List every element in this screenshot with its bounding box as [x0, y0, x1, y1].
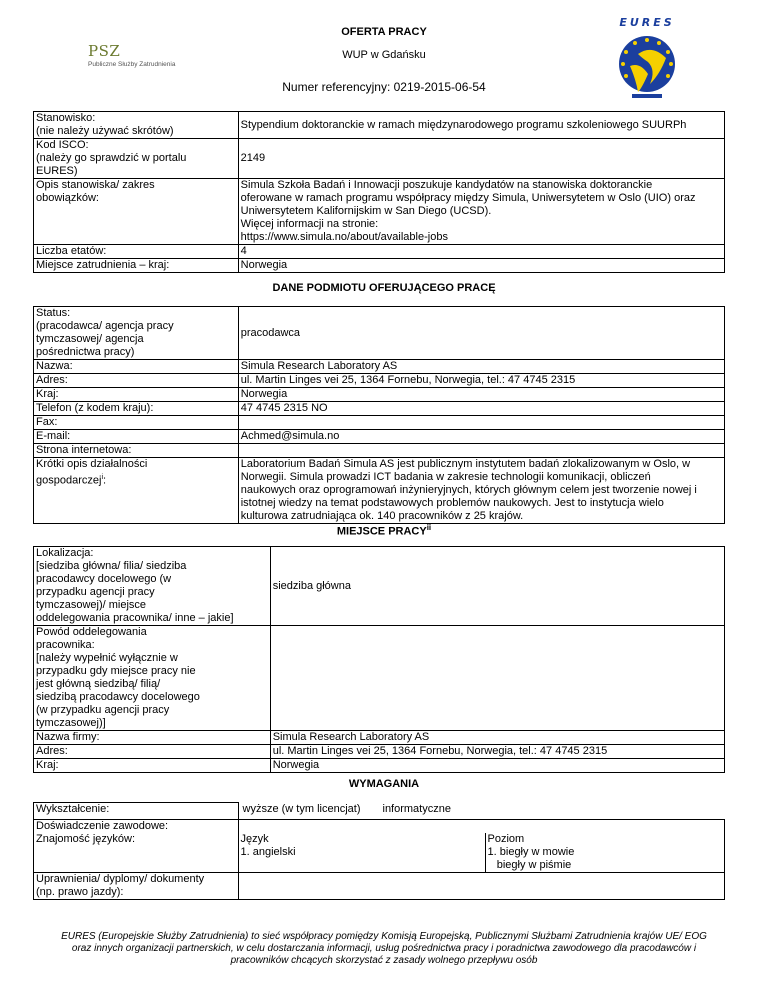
value-country: Norwegia [238, 388, 724, 402]
value-phone: 47 4745 2315 NO [238, 402, 724, 416]
value-country: Norwegia [238, 259, 724, 273]
value-website [238, 444, 724, 458]
requirements-table [33, 802, 725, 900]
value-isco: 2149 [238, 139, 724, 179]
value-delegation-reason [270, 626, 724, 731]
value-education: wyższe (w tym licencjat) informatyczne [242, 802, 451, 815]
label-languages: Znajomość języków: [34, 833, 239, 873]
value-location: siedziba główna [270, 547, 724, 626]
workplace-heading: MIEJSCE PRACY$^{ii}$ [336, 523, 432, 538]
value-fax [238, 416, 724, 430]
value-business-description: Laboratorium Badań Simula AS jest publicznym instytutem badań zlokalizowanym w Oslo, w Norwegii. Simula prowadzi ICT badania w zakresie technologii komunikacji, obliczeń naukowych oraz oprogramowań inżynieryjnych, których głównym celem jest tworzenie nowej i istotnej wiedzy na temat podstawowych problemów naukowych. Jest to instytucja wielo kulturowa zatrudniająca ok. 140 pracowników z 25 krajów. [238, 458, 724, 524]
label-experience: Doświadczenie zawodowe: [34, 820, 239, 834]
language-value: 1. angielski [240, 846, 296, 858]
footer-note: EURES (Europejskie Służby Zatrudnienia) to sieć współpracy pomiędzy Komisją Europejską, Publicznymi Służbami Zatrudnienia krajów UE/ EOG oraz innych organizacji partnerskich, w celu dostarczania informacji, usług pośrednictwa pracy i poradnictwa zawodowego dla pracodawców i pracowników chcących skorzystać z zasady wolnego przepływu osób [61, 931, 707, 966]
value-firm-name: Simula Research Laboratory AS [270, 731, 724, 745]
eures-wordmark: EURES [619, 16, 675, 29]
label-firm-name: Nazwa firmy: [34, 731, 271, 745]
label-isco: Kod ISCO: (należy go sprawdzić w portalu EURES) [34, 139, 239, 179]
value-vacancies: 4 [238, 245, 724, 259]
position-table [33, 111, 725, 273]
value-status: pracodawca [238, 307, 724, 360]
value-email: Achmed@simula.no [238, 430, 724, 444]
label-education: Wykształcenie: [34, 803, 239, 820]
value-country: Norwegia [270, 759, 724, 773]
requirements-heading: WYMAGANIA [348, 778, 420, 790]
label-website: Strona internetowa: [34, 444, 239, 458]
psz-logo: PSZ Publiczne Służby Zatrudnienia [88, 42, 176, 68]
value-address: ul. Martin Linges vei 25, 1364 Fornebu, Norwegia, tel.: 47 4745 2315 [238, 374, 724, 388]
value-permits [238, 873, 724, 900]
label-address: Adres: [34, 374, 239, 388]
document-title: OFERTA PRACY [341, 26, 427, 38]
label-permits: Uprawnienia/ dyplomy/ dokumenty (np. prawo jazdy): [34, 873, 239, 900]
label-address: Adres: [34, 745, 271, 759]
value-experience [238, 820, 724, 834]
office-name: WUP w Gdańsku [342, 49, 426, 61]
label-country: Kraj: [34, 759, 271, 773]
label-description: Opis stanowiska/ zakres obowiązków: [34, 179, 239, 245]
employer-table [33, 306, 725, 524]
language-column-header: Język [240, 833, 269, 845]
label-country: Miejsce zatrudnienia – kraj: [34, 259, 239, 273]
label-position: Stanowisko: (nie należy używać skrótów) [34, 112, 239, 139]
eures-logo [608, 14, 686, 106]
reference-number: Numer referencyjny: 0219-2015-06-54 [282, 80, 486, 94]
level-column-header: Poziom [487, 833, 525, 845]
workplace-table [33, 546, 725, 773]
employer-heading: DANE PODMIOTU OFERUJĄCEGO PRACĘ [272, 282, 496, 294]
label-phone: Telefon (z kodem kraju): [34, 402, 239, 416]
label-company-name: Nazwa: [34, 360, 239, 374]
level-value: 1. biegły w mowie biegły w piśmie [487, 846, 575, 871]
label-business-description: Krótki opis działalności gospodarczej$^i$: [34, 458, 239, 524]
value-languages [238, 833, 724, 873]
value-company-name: Simula Research Laboratory AS [238, 360, 724, 374]
label-country: Kraj: [34, 388, 239, 402]
label-status: Status: (pracodawca/ agencja pracy tymczasowej/ agencja pośrednictwa pracy) [34, 307, 239, 360]
value-position: Stypendium doktoranckie w ramach międzynarodowego programu szkoleniowego SUURPh [238, 112, 724, 139]
label-delegation-reason: Powód oddelegowania pracownika: [należy wypełnić wyłącznie w przypadku gdy miejsce pracy nie jest główną siedzibą/ filią/ siedzibą pracodawcy docelowego (w przypadku agencji pracy tymczasowej)] [34, 626, 271, 731]
label-fax: Fax: [34, 416, 239, 430]
label-location: Lokalizacja: [siedziba główna/ filia/ siedziba pracodawcy docelowego (w przypadku agencji pracy tymczasowej)/ miejsce oddelegowania pracownika/ inne – jakie] [34, 547, 271, 626]
label-vacancies: Liczba etatów: [34, 245, 239, 259]
value-description: Simula Szkoła Badań i Innowacji poszukuje kandydatów na stanowiska doktoranckie oferowane w ramach programu współpracy między Simula, Uniwersytetem w Oslo (UIO) oraz Uniwersytetem Kalifornijskim w San Diego (UCSD). Więcej informacji na stronie: https://www.simula.no/about/available-jobs [238, 179, 724, 245]
label-email: E-mail: [34, 430, 239, 444]
value-address: ul. Martin Linges vei 25, 1364 Fornebu, Norwegia, tel.: 47 4745 2315 [270, 745, 724, 759]
